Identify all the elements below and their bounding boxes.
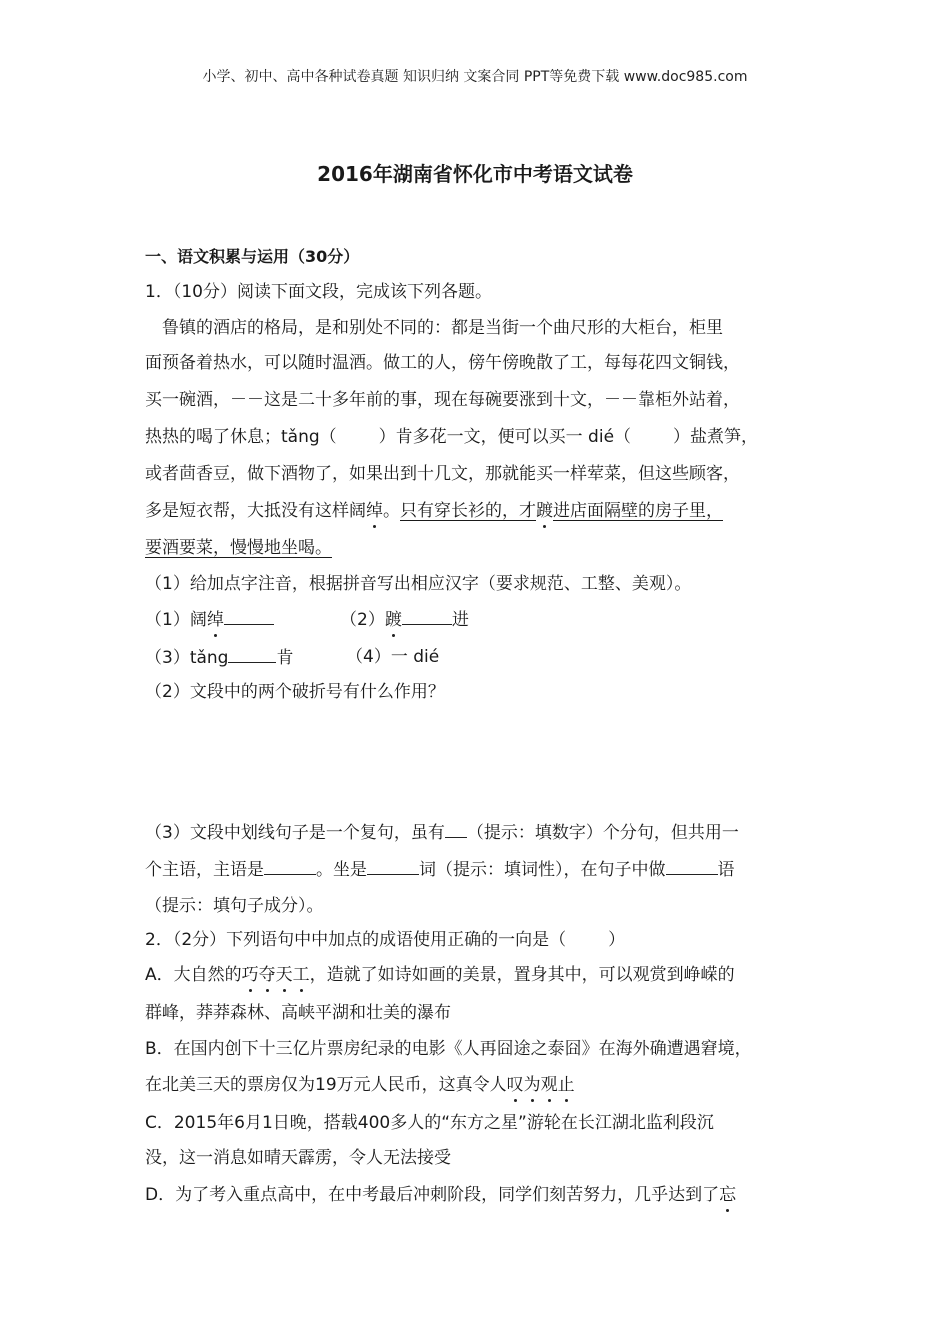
dotted-char: 夺	[258, 965, 276, 985]
option-a[interactable]: A．大自然的巧夺天工，造就了如诗如画的美景，置身其中，可以观赏到峥嵘的	[145, 965, 735, 985]
passage-text: 热热的喝了休息；tǎng（	[145, 427, 337, 447]
dotted-char: 踱	[536, 501, 553, 521]
page-header: 小学、初中、高中各种试卷真题 知识归纳 文案合同 PPT等免费下载 www.doc985.com	[202, 69, 748, 85]
q1-sub3: 个主语，主语是 。坐是 词（提示：填词性），在句子中做 语	[145, 857, 735, 882]
q1-item-row: （2）踱 进	[340, 607, 469, 632]
option-c[interactable]: C．2015年6月1日晚，搭载400多人的“东方之星”游轮在长江湖北监利段沉	[145, 1113, 714, 1133]
passage-line: 或者茴香豆，做下酒物了，如果出到十几文，那就能买一样荤菜，但这些顾客，	[145, 464, 740, 484]
dotted-char: 绰	[206, 610, 224, 630]
q1-sub2: （2）文段中的两个破折号有什么作用？	[145, 682, 445, 702]
passage-line: 面预备着热水，可以随时温酒。做工的人，傍午傍晚散了工，每每花四文铜钱，	[145, 353, 740, 373]
dotted-char: 巧	[241, 965, 259, 985]
option-a-cont: 群峰，莽莽森林、高峡平湖和壮美的瀑布	[145, 1003, 451, 1023]
dotted-char: 观	[540, 1075, 558, 1095]
q1-item-row: （4）一 dié	[346, 647, 440, 667]
q2-stem: 2．（2分）下列语句中中加点的成语使用正确的一向是（ ）	[145, 930, 626, 950]
answer-blank[interactable]	[224, 607, 274, 625]
dotted-char: 为	[523, 1075, 541, 1095]
dotted-char: 叹	[506, 1075, 524, 1095]
q1-item-row: （1）阔绰	[145, 607, 274, 632]
passage-text: ）盐煮笋，	[673, 427, 759, 447]
dotted-char: 止	[557, 1075, 575, 1095]
q1-sub3: （3）文段中划线句子是一个复句，虽有 （提示：填数字）个分句，但共用一	[145, 820, 739, 845]
option-d[interactable]: D．为了考入重点高中，在中考最后冲刺阶段，同学们刻苦努力，几乎达到了忘	[145, 1185, 737, 1205]
passage-line: 买一碗酒，－－这是二十多年前的事，现在每碗要涨到十文，－－靠柜外站着，	[145, 390, 740, 410]
q1-item-row: （3）tǎng 肯	[145, 645, 293, 670]
passage-text: ）肯多花一文，便可以买一 dié（	[378, 427, 632, 447]
dotted-char: 踱	[384, 610, 402, 630]
option-b-cont: 在北美三天的票房仅为19万元人民币，这真令人叹为观止	[145, 1075, 575, 1095]
answer-blank[interactable]	[367, 857, 419, 875]
answer-blank[interactable]	[228, 645, 276, 663]
underlined-sentence: 只有穿长衫的，才踱进店面隔壁的房子里，	[400, 501, 723, 521]
dotted-char: 忘	[719, 1185, 737, 1205]
answer-blank[interactable]	[666, 857, 718, 875]
answer-blank[interactable]	[402, 607, 452, 625]
passage-text: 多是短衣帮，大抵没有这样阔	[145, 501, 366, 521]
underlined-sentence: 要酒要菜，慢慢地坐喝。	[145, 538, 332, 558]
answer-blank[interactable]	[264, 857, 316, 875]
option-b[interactable]: B．在国内创下十三亿片票房纪录的电影《人再囧途之泰囧》在海外确遭遇窘境，	[145, 1039, 752, 1059]
dotted-char: 天	[275, 965, 293, 985]
passage-line	[145, 499, 723, 523]
dotted-char: 工	[292, 965, 310, 985]
page-title: 2016年湖南省怀化市中考语文试卷	[317, 162, 633, 186]
answer-blank[interactable]	[445, 820, 467, 838]
dotted-char: 绰	[366, 501, 383, 521]
passage-text: 。	[383, 501, 400, 521]
passage-line	[145, 536, 332, 560]
q1-sub1: （1）给加点字注音，根据拼音写出相应汉字（要求规范、工整、美观）。	[145, 574, 692, 594]
option-c-cont: 没，这一消息如晴天霹雳，令人无法接受	[145, 1148, 451, 1168]
q1-stem: 1．（10分）阅读下面文段，完成该下列各题。	[145, 282, 492, 302]
passage-line: 鲁镇的酒店的格局，是和别处不同的：都是当街一个曲尺形的大柜台，柜里	[162, 318, 723, 338]
passage-line	[145, 425, 758, 449]
section-heading: 一、语文积累与运用（30分）	[145, 247, 360, 266]
q1-sub3: （提示：填句子成分）。	[145, 896, 324, 916]
